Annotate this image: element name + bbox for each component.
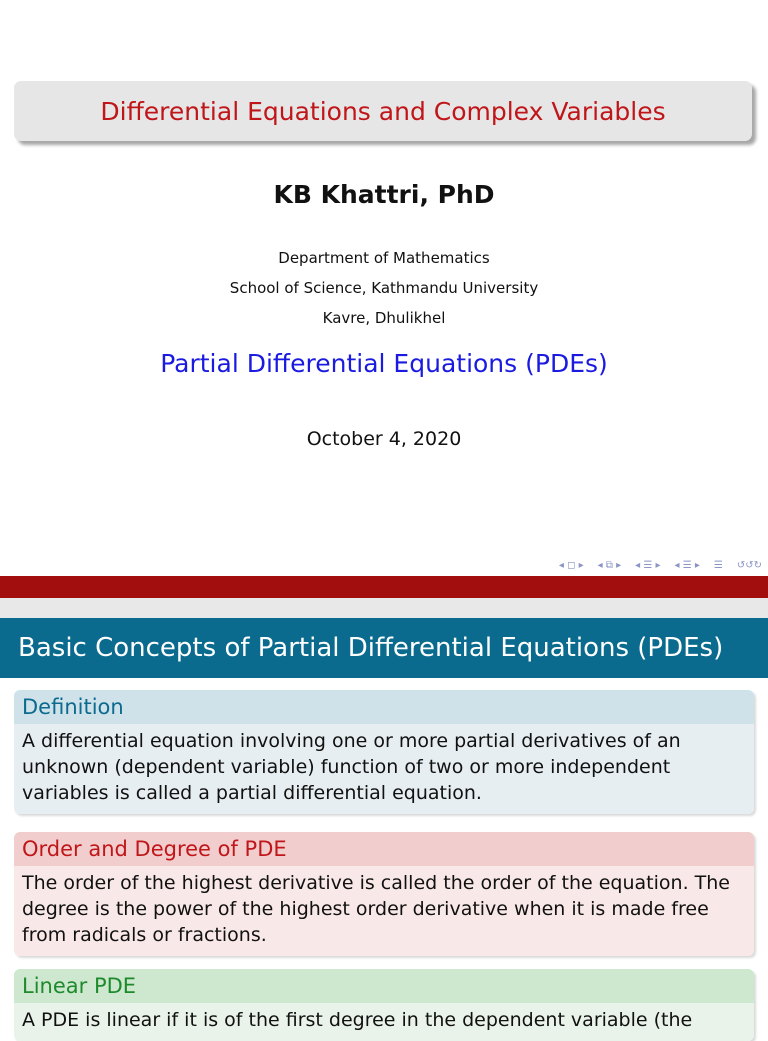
nav-doc-icon[interactable]: ☰ bbox=[713, 560, 723, 571]
institution-line: School of Science, Kathmandu University bbox=[229, 279, 539, 297]
slide-title: Differential Equations and Complex Variables bbox=[100, 96, 666, 126]
linear-pde-title: Linear PDE bbox=[14, 969, 754, 1003]
institution-line: Kavre, Dhulikhel bbox=[322, 309, 446, 327]
linear-pde-body: A PDE is linear if it is of the first degree in the dependent variable (the bbox=[14, 1003, 754, 1041]
slide-header-title: Basic Concepts of Partial Differential Equations (PDEs) bbox=[18, 633, 724, 663]
definition-body: A differential equation involving one or more partial derivatives of an unknown (dependent variable) function of two or more independent variables is called a partial differential equation. bbox=[14, 724, 754, 814]
beamer-nav-bar bbox=[559, 560, 762, 571]
order-degree-title: Order and Degree of PDE bbox=[14, 832, 754, 866]
order-degree-body: The order of the highest derivative is called the order of the equation. The degree is the power of the highest order derivative when it is made free from radicals or fractions. bbox=[14, 866, 754, 956]
slide-header bbox=[0, 618, 768, 678]
nav-toc-icon[interactable]: ◂ ☰ ▸ bbox=[674, 560, 700, 571]
nav-frame-icon[interactable]: ◂ ◻ ▸ bbox=[558, 560, 584, 571]
author-name: KB Khattri, PhD bbox=[273, 180, 495, 209]
linear-pde-block bbox=[14, 969, 754, 1041]
institution-line: Department of Mathematics bbox=[278, 249, 490, 267]
nav-search-icon[interactable]: ↺↺↻ bbox=[736, 560, 762, 571]
title-box bbox=[14, 81, 752, 141]
nav-subsection-icon[interactable]: ◂ ⧉ ▸ bbox=[597, 560, 622, 571]
presentation-subtitle: Partial Differential Equations (PDEs) bbox=[160, 349, 608, 378]
nav-section-icon[interactable]: ◂ ☰ ▸ bbox=[635, 560, 661, 571]
definition-block bbox=[14, 690, 754, 814]
slide-gap bbox=[0, 598, 768, 618]
definition-title: Definition bbox=[14, 690, 754, 724]
order-degree-block bbox=[14, 832, 754, 956]
slide-divider bbox=[0, 576, 768, 598]
presentation-date: October 4, 2020 bbox=[306, 428, 462, 450]
institution-block bbox=[0, 243, 768, 333]
